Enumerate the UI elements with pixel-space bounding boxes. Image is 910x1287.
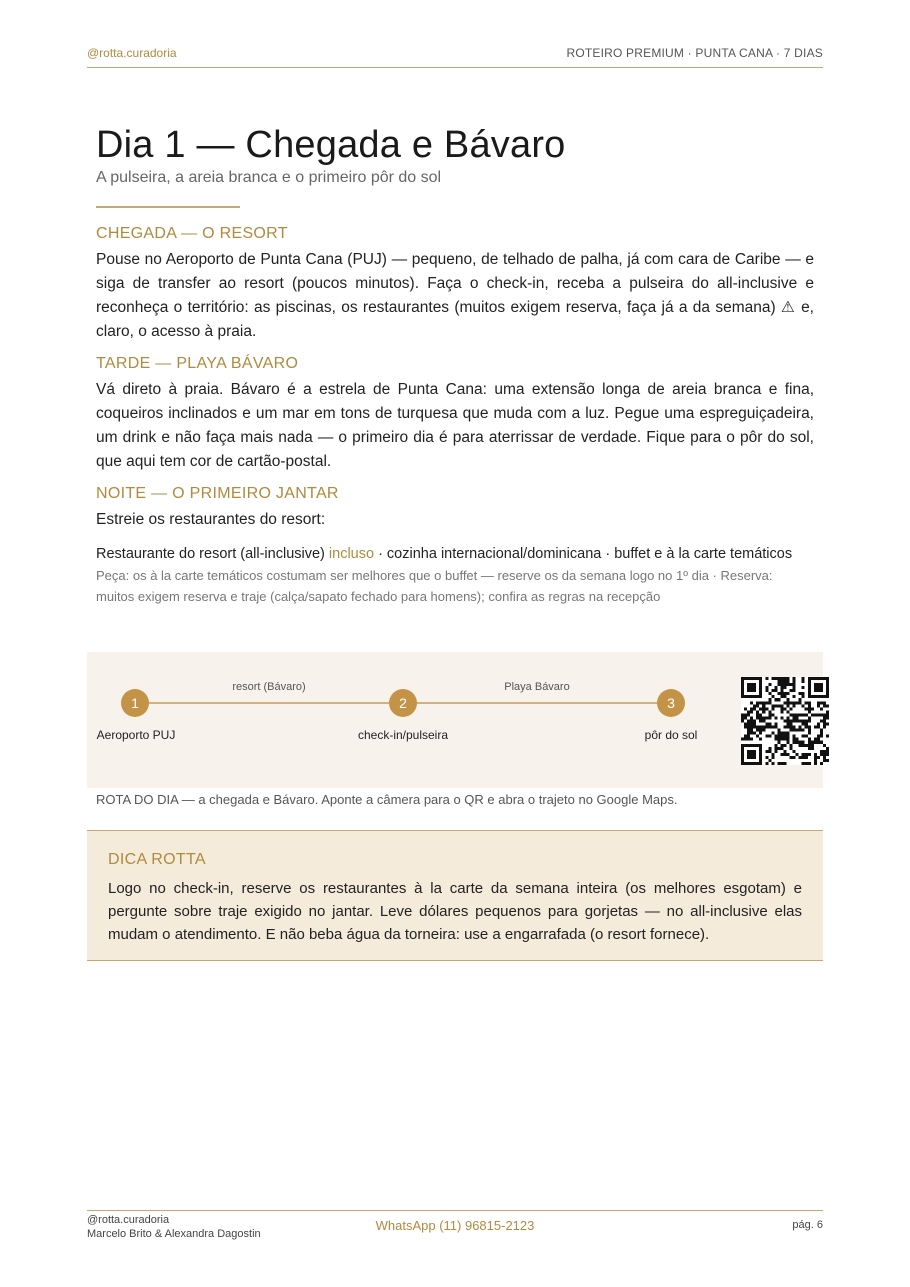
route-stop-marker: 2 (389, 689, 417, 717)
route-stop-marker: 1 (121, 689, 149, 717)
day-title: Dia 1 — Chegada e Bávaro (96, 124, 566, 166)
footer-authors: Marcelo Brito & Alexandra Dagostin (87, 1228, 261, 1240)
tip-title: DICA ROTTA (108, 851, 206, 868)
restaurant-note: Peça: os à la carte temáticos costumam ser melhores que o buffet — reserve os da semana logo no 1º dia · Reserva: muitos exigem reserva e traje (calça/sapato fechado para homens); confira as regras na recepção (96, 568, 773, 604)
route-stop-marker: 3 (657, 689, 685, 717)
route-stop-label: pôr do sol (644, 728, 698, 742)
section-title-arrival: CHEGADA — O RESORT (96, 225, 288, 242)
restaurant-details: · cozinha internacional/dominicana · buffet e à la carte temáticos (374, 546, 793, 562)
footer-whatsapp-link[interactable]: WhatsApp (11) 96815-2123 (375, 1218, 535, 1233)
route-caption: ROTA DO DIA — a chegada e Bávaro. Aponte a câmera para o QR e abra o trajeto no Google Maps. (96, 792, 678, 807)
qr-code-icon[interactable] (741, 677, 829, 765)
main-content (96, 122, 814, 607)
restaurant-name: Restaurante do resort (all-inclusive) (96, 546, 325, 562)
section-body-afternoon: Vá direto à praia. Bávaro é a estrela de Punta Cana: uma extensão longa de areia branca e fina, coqueiros inclinados e um mar em tons de turquesa que muda com a luz. Pegue uma espreguiçadeira, um drink e não faça mais nada — o primeiro dia é para aterrissar de verdade. Fique para o pôr do sol, que aqui tem cor de cartão-postal. (96, 381, 814, 470)
route-map (87, 652, 823, 788)
restaurant-badge: incluso (328, 546, 375, 562)
route-segment-label: resort (Bávaro) (232, 681, 306, 693)
footer-handle: @rotta.curadoria (87, 1214, 170, 1226)
tip-box (87, 830, 823, 961)
footer-page-number: pág. 6 (792, 1219, 823, 1231)
title-divider (96, 206, 240, 208)
section-title-afternoon: TARDE — PLAYA BÁVARO (96, 355, 299, 372)
day-subtitle: A pulseira, a areia branca e o primeiro pôr do sol (96, 169, 442, 186)
route-stop-label: Aeroporto PUJ (96, 728, 176, 742)
route-segment-label: Playa Bávaro (504, 681, 570, 693)
header-handle: @rotta.curadoria (87, 46, 177, 60)
page-footer (87, 1210, 823, 1251)
section-body-arrival: Pouse no Aeroporto de Punta Cana (PUJ) — pequeno, de telhado de palha, já com cara de Caribe — e siga de transfer ao resort (poucos minutos). Faça o check-in, receba a pulseira do all-inclusive e reconheça o território: as piscinas, os restaurantes (muitos exigem reserva, faça já a da semana) ⚠ e, claro, o acesso à praia. (96, 251, 814, 340)
restaurant-line (96, 544, 814, 565)
section-title-night: NOITE — O PRIMEIRO JANTAR (96, 485, 339, 502)
header-doc-title: ROTEIRO PREMIUM · PUNTA CANA · 7 DIAS (566, 46, 823, 60)
page-header (87, 46, 823, 68)
tip-body: Logo no check-in, reserve os restaurantes à la carte da semana inteira (os melhores esgotam) e pergunte sobre traje exigido no jantar. Leve dólares pequenos para gorjetas — no all-inclusive elas mudam o atendimento. E não beba água da torneira: use a engarrafada (o resort fornece). (108, 880, 802, 943)
section-body-night: Estreie os restaurantes do resort: (96, 511, 326, 528)
route-stop-label: check-in/pulseira (357, 728, 449, 742)
